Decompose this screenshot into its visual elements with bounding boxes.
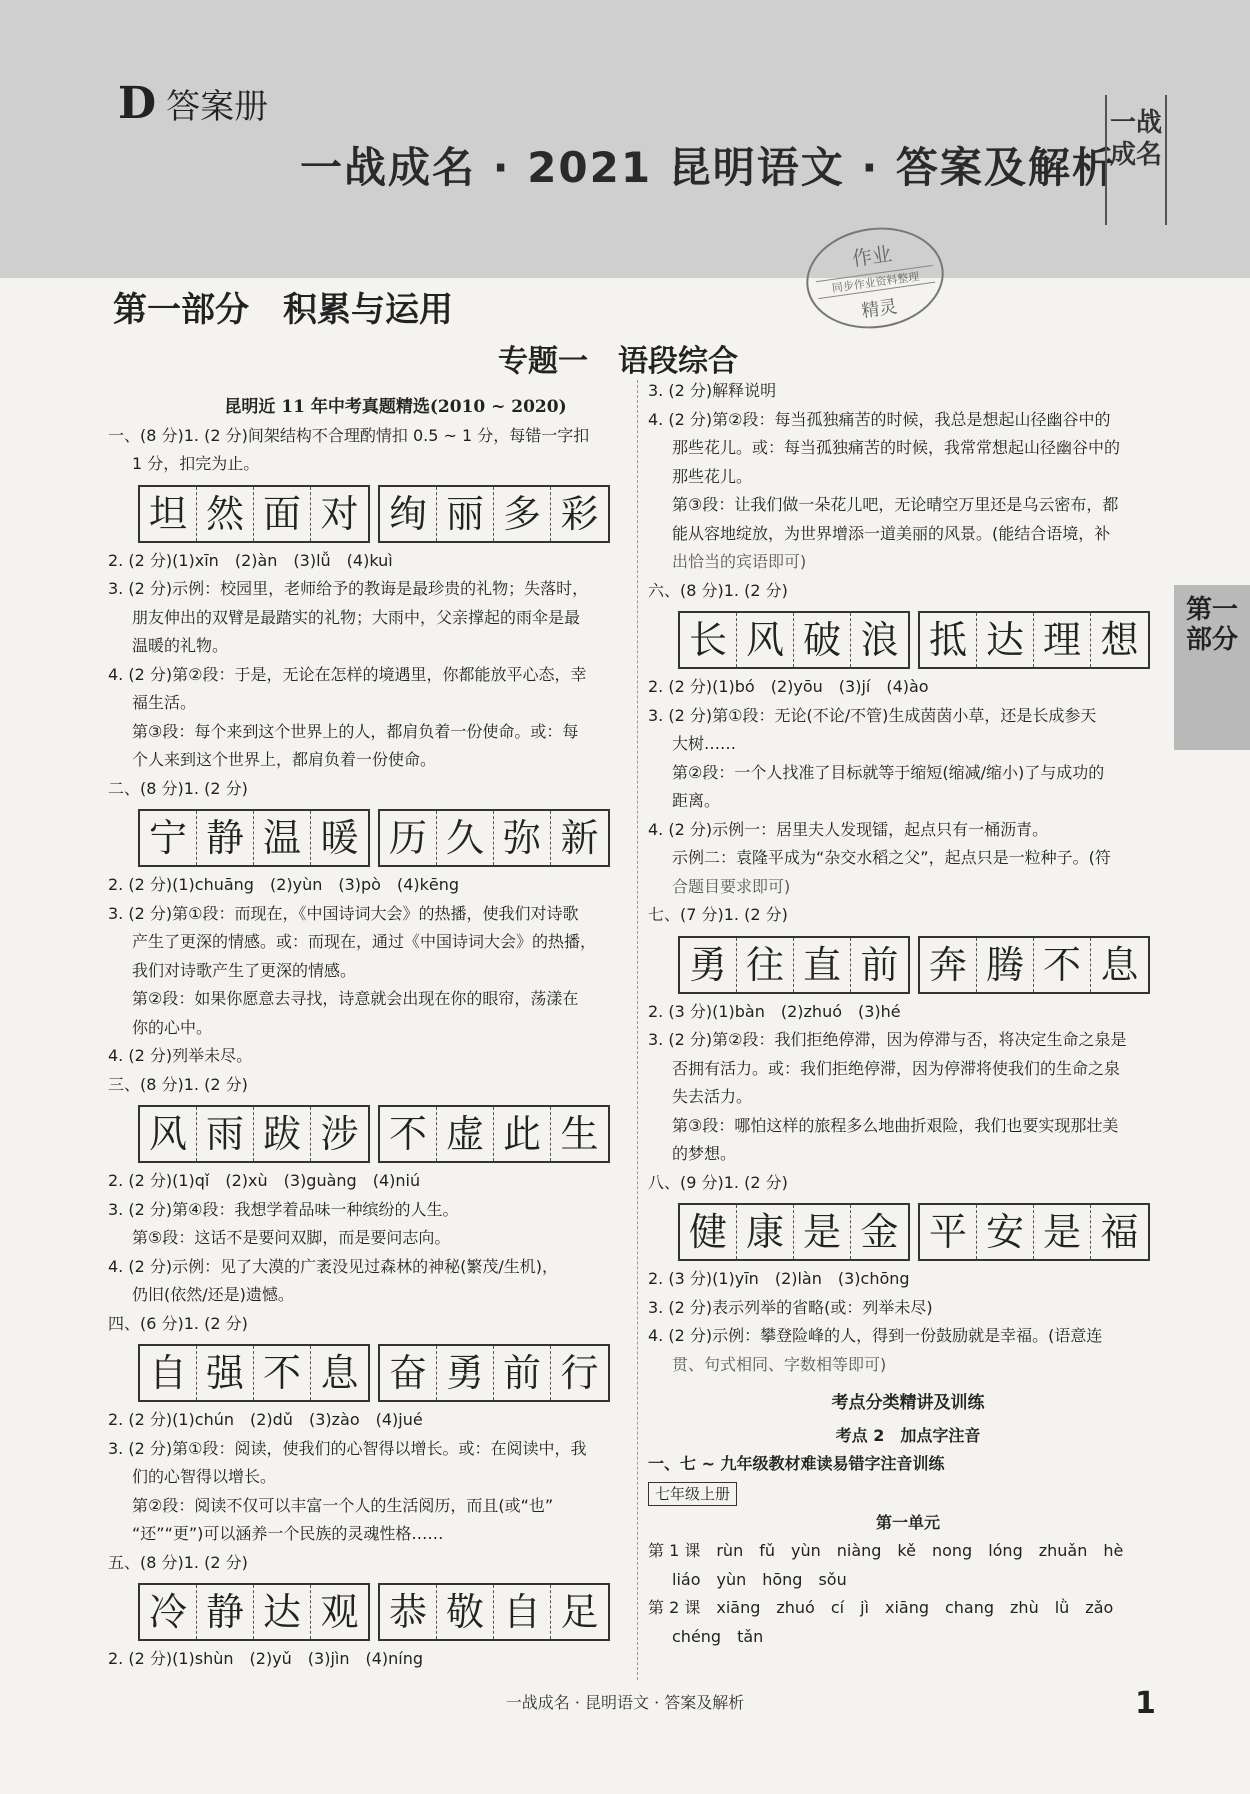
kd-sub: 一、七 ~ 九年级教材难读易错字注音训练 [648,1454,945,1473]
answer-line: 2. (3 分)(1)yīn (2)làn (3)chōng [648,1269,910,1288]
char-grid [378,485,610,543]
lesson-line: chéng tǎn [672,1626,764,1646]
answer-line: 2. (2 分)(1)qǐ (2)xù (3)guàng (4)niú [108,1171,421,1190]
grid-char: 久 [437,811,494,865]
char-grid [378,1583,610,1641]
grid-char: 多 [494,487,551,541]
answer-line: 个人来到这个世界上，都肩负着一份使命。 [132,750,437,769]
answer-line: 温暖的礼物。 [132,636,229,655]
answer-line: 那些花儿。 [672,466,753,486]
answer-line: 2. (2 分)(1)shùn (2)yǔ (3)jìn (4)níng [108,1649,424,1668]
answer-line: 2. (2 分)(1)chún (2)dǔ (3)zào (4)jué [108,1410,423,1429]
char-grid [378,1105,610,1163]
grid-char: 虚 [437,1107,494,1161]
grid-char: 观 [320,1590,359,1634]
answer-line: 产生了更深的情感。或：而现在，通过《中国诗词大会》的热播， [132,932,597,951]
answer-note: 出恰当的宾语即可) [672,552,807,571]
char-grid [138,809,370,867]
q3-grids [138,1105,633,1163]
answer-line: 第③段：每个来到这个世界上的人，都肩负着一份使命。或：每 [132,721,579,741]
char-grid [138,1583,370,1641]
grid-char: 涉 [320,1112,359,1156]
q2-line1: 二、(8 分)1. (2 分) [108,778,248,798]
page-number: 1 [1135,1686,1156,1721]
q5-grids [138,1583,633,1641]
lesson-line: 第 2 课 xiāng zhuó cí jì xiāng chang zhù lǜ zǎo [648,1598,1114,1617]
grid-char: 不 [1034,938,1091,992]
answer-line: 仍旧(依然/还是)遗憾。 [132,1285,294,1304]
answer-line: 第③段：让我们做一朵花儿吧，无论晴空万里还是乌云密布，都 [672,495,1119,514]
grid-char: 平 [920,1205,977,1259]
answer-line: 4. (2 分)第②段：每当孤独痛苦的时候，我总是想起山径幽谷中的 [648,409,1111,429]
stamp-bottom: 精灵 [860,296,899,323]
answer-line: 2. (2 分)(1)xīn (2)àn (3)lǚ (4)kuì [108,550,393,570]
grid-char: 静 [197,1585,254,1639]
grid-char: 暖 [320,816,359,860]
grid-char: 生 [560,1112,599,1156]
answer-book-label [118,78,268,129]
q2-grids [138,809,633,867]
kd-head: 考点分类精讲及训练 [831,1393,985,1413]
section-head: 昆明近 11 年中考真题精选(2010 ~ 2020) [224,397,567,417]
grid-char: 新 [560,816,599,860]
part-title: 第一部分 积累与运用 [113,290,453,330]
char-grid [918,936,1150,994]
grid-char: 不 [254,1346,311,1400]
grid-char: 行 [560,1351,599,1395]
char-grid [918,611,1150,669]
stamp-middle: 同步作业资料整理 [816,265,935,299]
grid-char: 奔 [920,938,977,992]
answer-line: 距离。 [672,791,721,810]
grid-char: 敬 [437,1585,494,1639]
grid-char: 前 [860,942,899,987]
grid-char: 绚 [380,487,437,541]
q1-line2: 1 分，扣完为止。 [132,454,260,473]
answer-line: 大树…… [672,734,737,753]
char-grid [378,1344,610,1402]
answer-line: 那些花儿。或：每当孤独痛苦的时候，我常常想起山径幽谷中的 [672,438,1121,457]
char-grid [678,1203,910,1261]
grid-char: 冷 [140,1585,197,1639]
grid-char: 不 [380,1107,437,1161]
grid-char: 往 [737,938,794,992]
answer-line: 第③段：哪怕这样的旅程多么地曲折艰险，我们也要实现那壮美 [672,1115,1119,1135]
grid-char: 想 [1100,618,1139,662]
grid-char: 对 [320,491,359,536]
grid-char: 达 [977,613,1034,667]
answer-line: 第②段：一个人找准了目标就等于缩短(缩减/缩小)了与成功的 [672,762,1105,782]
q4-grids [138,1344,633,1402]
lesson-line: liáo yùn hōng sǒu [672,1569,847,1589]
grid-char: 跋 [254,1107,311,1161]
answer-line: “还”“更”)可以涵养一个民族的灵魂性格…… [132,1524,444,1543]
grid-char: 腾 [977,938,1034,992]
grid-char: 金 [860,1210,899,1254]
char-grid [138,485,370,543]
answer-note: 合题目要求即可) [672,876,791,896]
grid-char: 历 [380,811,437,865]
answer-line: 4. (2 分)第②段：于是，无论在怎样的境遇里，你都能放平心态，幸 [108,664,587,684]
grid-char: 此 [494,1107,551,1161]
q7-line1: 七、(7 分)1. (2 分) [648,905,788,924]
brand-logo: 一战成名 [1105,95,1167,225]
grid-char: 风 [737,613,794,667]
answer-line: 第②段：阅读不仅可以丰富一个人的生活阅历，而且(或“也” [132,1495,554,1515]
answer-line: 的梦想。 [672,1144,737,1163]
grid-char: 前 [494,1346,551,1400]
answer-line: 3. (2 分)第①段：而现在，《中国诗词大会》的热播，使我们对诗歌 [108,903,579,923]
topic-title: 专题一 语段综合 [498,344,738,379]
answer-line: 朋友伸出的双臂是最踏实的礼物；大雨中，父亲撑起的雨伞是最 [132,607,581,627]
answer-line: 3. (2 分)解释说明 [648,381,777,400]
answer-line: 4. (2 分)示例一：居里夫人发现镭，起点只有一桶沥青。 [648,819,1049,839]
char-grid [918,1203,1150,1261]
char-grid [378,809,610,867]
left-column [108,393,633,1674]
grid-char: 息 [320,1351,359,1395]
header-band [0,0,1250,278]
kd2-title: 考点 2 加点字注音 [835,1425,981,1445]
grade-tag: 七年级上册 [648,1482,737,1506]
grid-char: 破 [794,613,851,667]
answer-line: 否拥有活力。或：我们拒绝停滞，因为停滞将使我们的生命之泉 [672,1058,1121,1078]
answer-line: 福生活。 [132,693,197,712]
grid-char: 直 [794,938,851,992]
answer-line: 2. (2 分)(1)chuāng (2)yùn (3)pò (4)kēng [108,875,460,894]
q6-line1: 六、(8 分)1. (2 分) [648,580,788,600]
answer-line: 你的心中。 [132,1017,213,1037]
grid-char: 自 [494,1585,551,1639]
answer-note: 贯、句式相同、字数相等即可) [672,1354,887,1374]
answer-line: 3. (2 分)表示列举的省略(或：列举未尽) [648,1297,933,1317]
q8-grids [678,1203,1168,1261]
char-grid [138,1105,370,1163]
grid-char: 强 [197,1346,254,1400]
grid-char: 安 [977,1205,1034,1259]
grid-char: 足 [560,1590,599,1634]
grid-char: 息 [1100,942,1139,987]
answer-line: 2. (3 分)(1)bàn (2)zhuó (3)hé [648,1001,901,1021]
footer: 一战成名 · 昆明语文 · 答案及解析 [505,1693,745,1712]
answer-line: 4. (2 分)示例：攀登险峰的人，得到一份鼓励就是幸福。(语意连 [648,1326,1103,1345]
column-divider [637,380,638,1680]
main-title: 一战成名 · 2021 昆明语文 · 答案及解析 [300,143,1116,192]
grid-char: 恭 [380,1585,437,1639]
answer-line: 4. (2 分)列举未尽。 [108,1046,253,1065]
grid-char: 康 [737,1205,794,1259]
answer-line: 第②段：如果你愿意去寻找，诗意就会出现在你的眼帘，荡漾在 [132,989,579,1008]
answer-line: 们的心智得以增长。 [132,1467,277,1486]
grid-char: 勇 [437,1346,494,1400]
q7-grids [678,936,1168,994]
char-grid [678,936,910,994]
lesson-line: 第 1 课 rùn fǔ yùn niàng kě nong lóng zhuǎn hè [648,1541,1124,1560]
grid-char: 雨 [197,1107,254,1161]
grid-char: 长 [680,613,737,667]
char-grid [138,1344,370,1402]
q4-line1: 四、(6 分)1. (2 分) [108,1313,248,1333]
q8-line1: 八、(9 分)1. (2 分) [648,1172,788,1192]
q5-line1: 五、(8 分)1. (2 分) [108,1552,248,1572]
grid-char: 然 [197,487,254,541]
grid-char: 理 [1034,613,1091,667]
unit-title: 第一单元 [875,1512,940,1532]
grid-char: 坦 [140,487,197,541]
grid-char: 抵 [920,613,977,667]
grid-char: 勇 [680,938,737,992]
grid-char: 奋 [380,1346,437,1400]
grid-char: 彩 [560,491,599,536]
q1-grids [138,485,633,543]
grid-char: 面 [254,487,311,541]
q1-line1: 一、(8 分)1. (2 分)间架结构不合理酌情扣 0.5 ~ 1 分，每错一字扣 [108,425,590,445]
answer-line: 失去活力。 [672,1087,753,1106]
answer-line: 我们对诗歌产生了更深的情感。 [132,960,357,980]
grid-char: 风 [140,1107,197,1161]
grid-char: 是 [794,1205,851,1259]
stamp-top: 作业 [850,241,894,271]
char-grid [678,611,910,669]
right-column [648,377,1168,1651]
side-tab: 第一部分 [1174,585,1250,750]
grid-char: 是 [1034,1205,1091,1259]
answer-line: 3. (2 分)第①段：无论(不论/不管)生成茵茵小草，还是长成参天 [648,705,1097,725]
grid-char: 丽 [437,487,494,541]
grid-char: 自 [140,1346,197,1400]
grid-char: 福 [1100,1210,1139,1254]
answer-line: 3. (2 分)第④段：我想学着品味一种缤纷的人生。 [108,1199,459,1219]
answer-line: 第⑤段：这话不是要问双脚，而是要问志向。 [132,1228,451,1247]
corner-letter: D [118,78,157,129]
grid-char: 达 [254,1585,311,1639]
grid-char: 静 [197,811,254,865]
answer-line: 2. (2 分)(1)bó (2)yōu (3)jí (4)ào [648,677,929,696]
grid-char: 健 [680,1205,737,1259]
answer-line: 示例二：袁隆平成为“杂交水稻之父”，起点只是一粒种子。(符 [672,848,1111,867]
grid-char: 弥 [494,811,551,865]
grid-char: 宁 [140,811,197,865]
q6-grids [678,611,1168,669]
grid-char: 浪 [860,618,899,662]
grid-char: 温 [254,811,311,865]
corner-text: 答案册 [166,87,269,127]
answer-line: 4. (2 分)示例：见了大漠的广袤没见过森林的神秘(繁茂/生机)， [108,1256,558,1276]
q3-line1: 三、(8 分)1. (2 分) [108,1074,248,1094]
answer-line: 3. (2 分)第①段：阅读，使我们的心智得以增长。或：在阅读中，我 [108,1438,587,1458]
answer-line: 3. (2 分)示例：校园里，老师给予的教诲是最珍贵的礼物；失落时， [108,579,589,598]
answer-line: 能从容地绽放，为世界增添一道美丽的风景。(能结合语境，补 [672,523,1111,543]
answer-line: 3. (2 分)第②段：我们拒绝停滞，因为停滞与否，将决定生命之泉是 [648,1030,1127,1049]
